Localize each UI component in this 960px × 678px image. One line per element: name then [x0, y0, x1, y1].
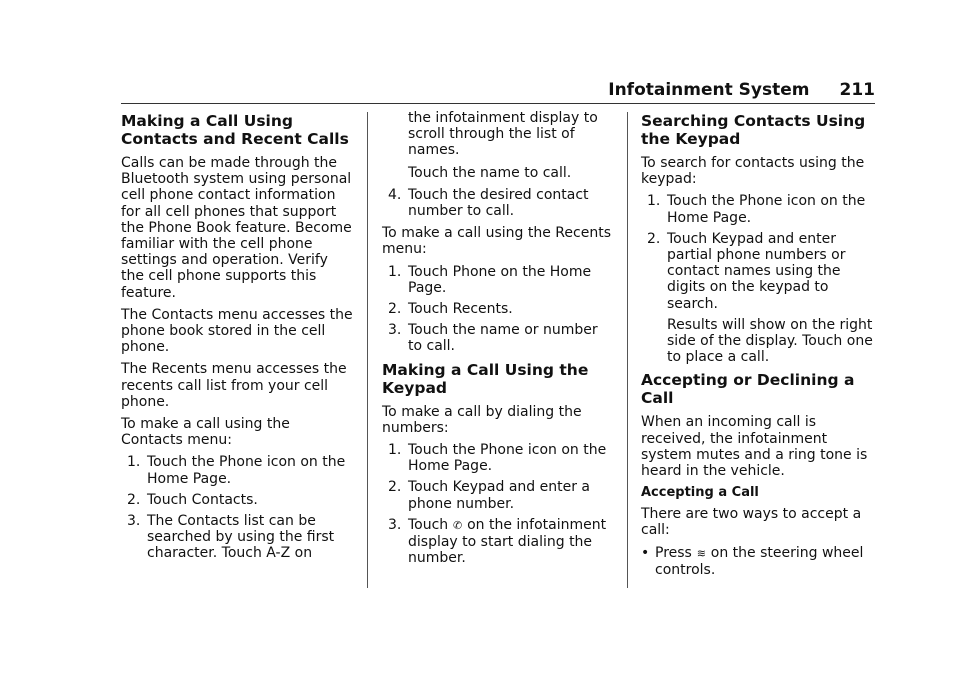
step-text: Touch the Phone icon on the Home Page. [667, 193, 866, 226]
step-number: 3. [127, 513, 141, 530]
paragraph-keypad-intro: To make a call by dialing the numbers: [382, 403, 582, 436]
step-number: 2. [647, 230, 661, 247]
list-item [382, 479, 614, 511]
step-text: Touch Phone on the Home Page. [408, 263, 592, 296]
contacts-steps-continued [382, 187, 614, 219]
column-3 [641, 110, 873, 578]
list-item [641, 545, 873, 578]
list-item [382, 322, 614, 354]
step-text: on the infotainment display to start dialing the number. [408, 516, 607, 567]
paragraph-bluetooth: Calls can be made through the Bluetooth system using personal cell phone contact information for all cell phones that support the Phone Book feature. Become familiar with the cell phone settings and operation. Verify the cell phone supports this feature. [121, 155, 352, 301]
voice-call-icon: ≋ [696, 546, 706, 560]
heading-keypad-call: Making a Call Using the Keypad [382, 360, 589, 397]
list-item [382, 517, 614, 567]
column-1 [121, 110, 353, 568]
paragraph-incoming: When an incoming call is received, the infotainment system mutes and a ring tone is heard in the vehicle. [641, 414, 868, 480]
step-text: Touch Contacts. [147, 491, 258, 508]
step-number: 1. [388, 263, 402, 280]
paragraph-search-intro: To search for contacts using the keypad: [641, 155, 865, 188]
step-text: The Contacts list can be searched by using the first character. Touch A-Z on [147, 513, 335, 562]
step-text: Touch Keypad and enter partial phone numbers or contact names using the digits on the keypad to search. [667, 230, 846, 312]
step-number: 2. [388, 301, 402, 318]
step-text: Touch the name or number to call. [408, 322, 598, 355]
bullet-text: Press [655, 544, 692, 561]
step-number: 2. [388, 479, 402, 496]
step-continuation: the infotainment display to scroll through the list of names. [408, 110, 598, 159]
heading-accept-decline: Accepting or Declining a Call [641, 371, 855, 408]
step-number: 3. [388, 322, 402, 339]
list-item [382, 264, 614, 296]
step-text: Touch [408, 516, 449, 533]
paragraph-recents-menu: The Recents menu accesses the recents call list from your cell phone. [121, 361, 347, 410]
header-title: Infotainment System [608, 80, 810, 100]
list-item [382, 301, 614, 317]
header-divider [121, 103, 875, 104]
list-item [641, 231, 873, 366]
step-text: Touch Recents. [408, 301, 513, 318]
subheading-accepting: Accepting a Call [641, 485, 759, 501]
step-subnote: Results will show on the right side of the display. Touch one to place a call. [667, 316, 873, 366]
list-item [121, 454, 353, 486]
heading-contacts-recent: Making a Call Using Contacts and Recent Calls [121, 112, 349, 148]
step-number: 4. [388, 186, 402, 203]
contacts-steps [121, 454, 353, 561]
step-number: 1. [388, 442, 402, 459]
step-number: 1. [127, 454, 141, 471]
list-item [121, 492, 353, 508]
keypad-steps [382, 442, 614, 566]
step-text: Touch the Phone icon on the Home Page. [408, 442, 607, 475]
paragraph-contacts-menu: The Contacts menu accesses the phone book stored in the cell phone. [121, 306, 353, 356]
column-divider-2 [627, 112, 628, 588]
phone-icon: ✆ [453, 518, 463, 532]
list-item [382, 442, 614, 474]
heading-search-keypad: Searching Contacts Using the Keypad [641, 112, 866, 148]
list-item [641, 193, 873, 225]
step-subnote: Touch the name to call. [408, 164, 572, 181]
step-text: Touch the desired contact number to call. [408, 186, 589, 220]
paragraph-contacts-intro: To make a call using the Contacts menu: [121, 416, 290, 449]
accept-bullets [641, 545, 873, 578]
column-divider-1 [367, 112, 368, 588]
step-number: 3. [388, 516, 402, 533]
page-number: 211 [839, 80, 875, 100]
list-item [121, 513, 353, 562]
step-text: Touch the Phone icon on the Home Page. [147, 454, 346, 487]
step-number: 2. [127, 491, 141, 508]
step-text: Touch Keypad and enter a phone number. [408, 479, 590, 512]
paragraph-recents-intro: To make a call using the Recents menu: [382, 225, 611, 258]
search-steps [641, 193, 873, 365]
bullet-text: on the steering wheel controls. [655, 544, 864, 578]
recents-steps [382, 264, 614, 355]
column-2 [382, 110, 614, 572]
list-item [382, 187, 614, 219]
paragraph-two-ways: There are two ways to accept a call: [641, 506, 862, 539]
step-number: 1. [647, 193, 661, 210]
